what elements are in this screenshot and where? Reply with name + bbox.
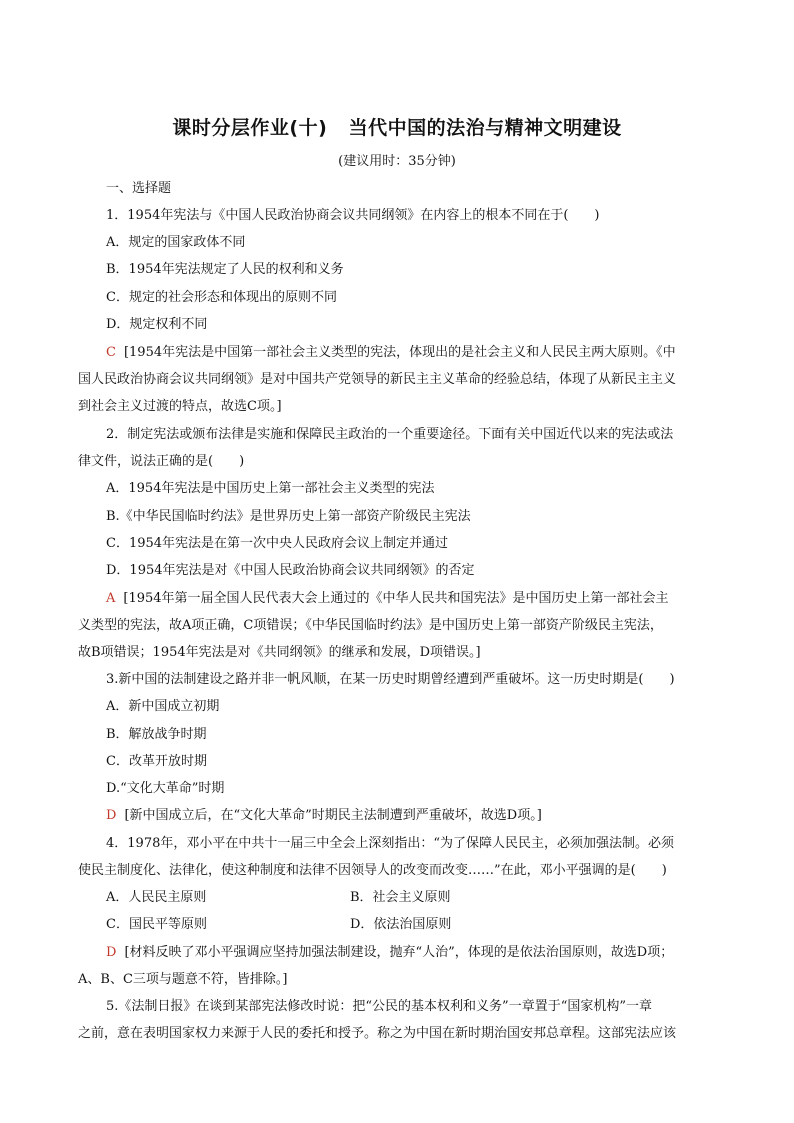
question-5-stem-line-1: 5.《法制日报》在谈到某部宪法修改时说：把“公民的基本权利和义务”一章置于“国家机构”一章 bbox=[106, 999, 652, 1014]
question-4-answer-key: D bbox=[106, 945, 117, 960]
question-1-option-b: B．1954年宪法规定了人民的权利和义务 bbox=[106, 262, 344, 277]
question-2-answer-key: A bbox=[106, 591, 116, 606]
question-2-option-a: A．1954年宪法是中国历史上第一部社会主义类型的宪法 bbox=[106, 481, 435, 496]
question-3-answer-key: D bbox=[106, 808, 117, 823]
question-1-explanation-text: [1954年宪法是中国第一部社会主义类型的宪法，体现出的是社会主义和人民民主两大原则。《中 bbox=[123, 345, 676, 360]
section-heading: 一、选择题 bbox=[106, 181, 172, 196]
question-4-explanation-line-1 bbox=[106, 943, 673, 963]
question-5-stem-line-2: 之前，意在表明国家权力来源于人民的委托和授予。称之为中国在新时期治国安邦总章程。这部宪法应该 bbox=[78, 1026, 677, 1041]
question-2-stem-line-2: 律文件，说法正确的是( ) bbox=[78, 454, 245, 469]
question-2-option-d: D．1954年宪法是对《中国人民政治协商会议共同纲领》的否定 bbox=[106, 563, 475, 578]
question-1-option-c: C．规定的社会形态和体现出的原则不同 bbox=[106, 290, 337, 305]
question-4-explanation-line-2: A、B、C三项与题意不符，皆排除。] bbox=[78, 972, 288, 987]
question-3-explanation-text: [新中国成立后，在“文化大革命”时期民主法制遭到严重破坏，故选D项。] bbox=[124, 808, 542, 823]
question-4-option-b: B．社会主义原则 bbox=[350, 890, 451, 905]
question-3-option-d: D.“文化大革命”时期 bbox=[106, 781, 225, 796]
question-4-option-c: C．国民平等原则 bbox=[106, 917, 207, 932]
question-1-explanation-line-2: 国人民政治协商会议共同纲领》是对中国共产党领导的新民主主义革命的经验总结，体现了从新民主主义 bbox=[78, 372, 677, 387]
question-1-option-d: D．规定权利不同 bbox=[106, 317, 208, 332]
question-3-option-b: B．解放战争时期 bbox=[106, 727, 207, 742]
question-2-stem-line-1: 2．制定宪法或颁布法律是实施和保障民主政治的一个重要途径。下面有关中国近代以来的宪法或法 bbox=[106, 427, 674, 442]
question-3-stem: 3.新中国的法制建设之路并非一帆风顺，在某一历史时期曾经遭到严重破坏。这一历史时期是( ) bbox=[106, 672, 675, 687]
question-4-option-d: D．依法治国原则 bbox=[350, 917, 452, 932]
question-4-stem-line-2: 使民主制度化、法律化，使这种制度和法律不因领导人的改变而改变……”在此，邓小平强调的是( ) bbox=[78, 863, 667, 878]
question-4-explanation-text: [材料反映了邓小平强调应坚持加强法制建设，抛弃“人治”，体现的是依法治国原则，故选D项； bbox=[124, 945, 674, 960]
question-2-option-c: C．1954年宪法是在第一次中央人民政府会议上制定并通过 bbox=[106, 536, 449, 551]
question-1-answer-key: C bbox=[106, 345, 116, 360]
question-4-option-a: A．人民民主原则 bbox=[106, 890, 207, 905]
question-1-explanation-line-1 bbox=[106, 343, 676, 363]
question-4-stem-line-1: 4．1978年，邓小平在中共十一届三中全会上深刻指出：“为了保障人民民主，必须加强法制。必须 bbox=[106, 836, 675, 851]
page-title: 课时分层作业(十) 当代中国的法治与精神文明建设 bbox=[172, 117, 622, 139]
suggested-time: (建议用时：35分钟) bbox=[338, 154, 456, 169]
question-3-option-a: A．新中国成立初期 bbox=[106, 699, 220, 714]
question-1-option-a: A．规定的国家政体不同 bbox=[106, 235, 246, 250]
question-1-explanation-line-3: 到社会主义过渡的特点，故选C项。] bbox=[78, 399, 282, 414]
question-2-explanation-line-2: 义类型的宪法，故A项正确，C项错误；《中华民国临时约法》是中国历史上第一部资产阶级民主宪法， bbox=[78, 618, 663, 633]
question-2-option-b: B.《中华民国临时约法》是世界历史上第一部资产阶级民主宪法 bbox=[106, 509, 471, 524]
question-2-explanation-line-3: 故B项错误；1954年宪法是对《共同纲领》的继承和发展，D项错误。] bbox=[78, 645, 481, 660]
question-2-explanation-line-1 bbox=[106, 589, 669, 609]
question-4-options-row-1 bbox=[106, 888, 526, 908]
question-1-stem: 1．1954年宪法与《中国人民政治协商会议共同纲领》在内容上的根本不同在于( ) bbox=[106, 208, 600, 223]
question-4-options-row-2 bbox=[106, 915, 526, 935]
question-3-explanation-line-1 bbox=[106, 806, 542, 826]
question-2-explanation-text: [1954年第一届全国人民代表大会上通过的《中华人民共和国宪法》是中国历史上第一部社会主 bbox=[123, 591, 669, 606]
question-3-option-c: C．改革开放时期 bbox=[106, 754, 207, 769]
